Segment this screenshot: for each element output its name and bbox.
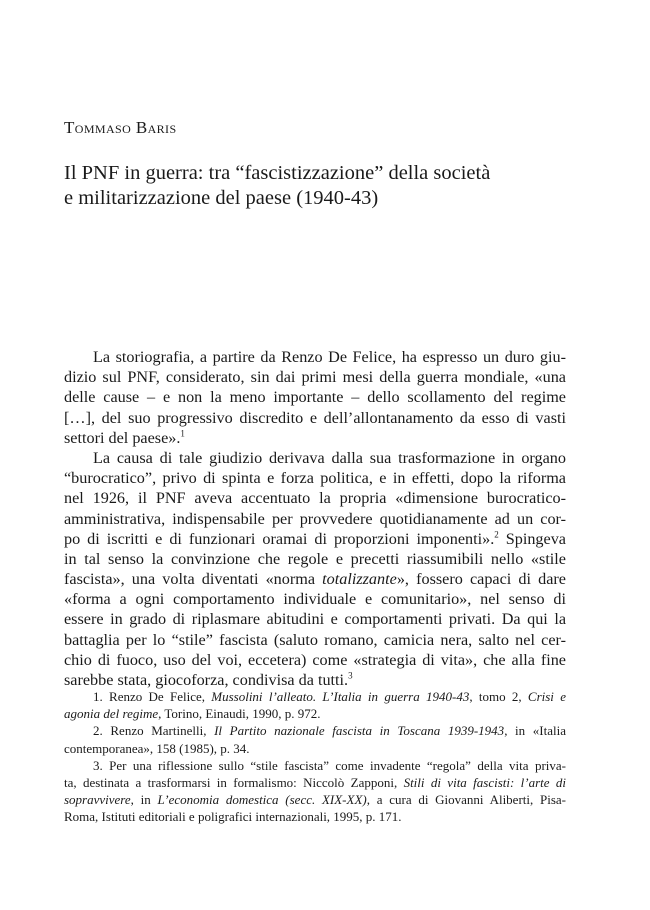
- body-line: La storiografia, a partire da Renzo De Felice, ha espresso un duro giu-: [93, 348, 566, 366]
- footnote-3: 3. Per una riflessione sullo “stile fascista” come invadente “regola” della vita priva-: [93, 757, 566, 773]
- footnote-ref-1[interactable]: 1: [180, 428, 185, 439]
- body-line: battaglia per lo “stile” fascista (saluto romano, camicia nera, salto nel cer-: [64, 630, 566, 649]
- body-line: sarebbe stata, giocoforza, condivisa da tutti.$^3$: [64, 670, 353, 689]
- body-line: «forma a ogni comportamento individuale e comunitario», nel senso di: [64, 590, 566, 609]
- footnote-3-cont: Roma, Istituti editoriali e poligrafici internazionali, 1995, p. 171.: [64, 809, 402, 825]
- body-line: dizio sul PNF, considerato, sin dai primi mesi della guerra mondiale, «una: [64, 368, 566, 387]
- article-title: [64, 161, 564, 211]
- body-line: po di iscritti e di funzionari oramai di proporzioni imponenti».$^2$ Spingeva: [64, 529, 566, 548]
- body-line: nel 1926, il PNF aveva accentuato la propria «dimensione burocratico-: [64, 489, 566, 508]
- footnotes: [64, 688, 566, 826]
- body-line: La causa di tale giudizio derivava dalla sua trasformazione in organo: [93, 448, 566, 467]
- title-line-2: e militarizzazione del paese (1940-43): [64, 187, 379, 209]
- footnote-3-cont: sopravvivere, in L’economia domestica (secc. XIX-XX), a cura di Giovanni Aliberti, Pisa-: [64, 792, 566, 808]
- article-body: [64, 347, 566, 690]
- body-line: essere in grado di riplasmare abitudini e comportamenti privati. Da qui la: [64, 610, 566, 629]
- footnote-3-cont: ta, destinata a trasformarsi in formalismo: Niccolò Zapponi, Stili di vita fascisti: l’arte di: [64, 774, 566, 790]
- footnote-1: 1. Renzo De Felice, Mussolini l’alleato. L’Italia in guerra 1940-43, tomo 2, Crisi e: [93, 689, 566, 704]
- footnote-ref-2[interactable]: 2: [494, 529, 499, 540]
- author-name: Tommaso Baris: [64, 118, 177, 137]
- body-line: amministrativa, indispensabile per provvedere quotidianamente ad un cor-: [64, 509, 566, 528]
- title-line-1: Il PNF in guerra: tra “fascistizzazione” della società: [64, 162, 491, 184]
- footnote-2: 2. Renzo Martinelli, Il Partito nazionale fascista in Toscana 1939-1943, in «Italia: [93, 723, 567, 739]
- body-line: settori del paese».$^1$: [64, 428, 185, 447]
- body-line: […], del suo progressivo discredito e dell’allontanamento da esso di vasti: [64, 408, 566, 427]
- footnote-2-cont: contemporanea», 158 (1985), p. 34.: [64, 740, 250, 756]
- body-line: “burocratico”, privo di spinta e forza politica, e in effetti, dopo la riforma: [64, 469, 566, 488]
- body-line: delle cause – e non la meno importante – dello scollamento del regime: [64, 388, 566, 407]
- body-line: chio di fuoco, uso del voi, eccetera) come «strategia di vita», che alla fine: [64, 650, 566, 669]
- footnote-1-cont: agonia del regime, Torino, Einaudi, 1990, p. 972.: [64, 706, 321, 722]
- footnote-ref-3[interactable]: 3: [348, 670, 353, 681]
- body-line: in tal senso la convinzione che regole e precetti riassumibili nello «stile: [64, 549, 566, 568]
- body-line: fascista», una volta diventati «norma totalizzante», fossero capaci di dare: [64, 570, 566, 589]
